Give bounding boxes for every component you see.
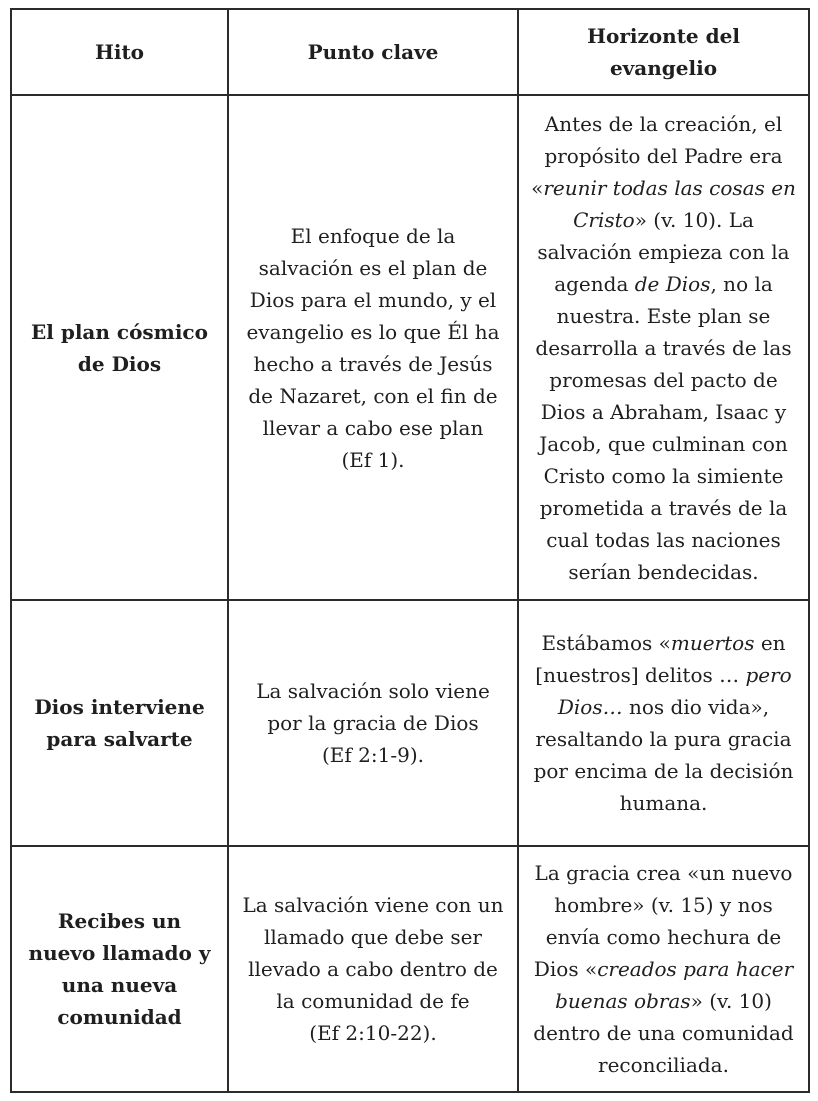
key-point-cell: La salvación viene con un llamado que debe ser llevado a cabo dentro de la comunidad de fe (Ef 2:10-22). <box>228 846 518 1092</box>
gospel-horizon-cell: Antes de la creación, el propósito del Padre era «reunir todas las cosas en Cristo» (v. 10). La salvación empieza con la agenda de Dios, no la nuestra. Este plan se desarrolla a través de las promesas del pacto de Dios a Abraham, Isaac y Jacob, que culminan con Cristo como la simiente prometida a través de la cual todas las naciones serían bendecidas. <box>518 95 809 600</box>
milestone-cell: El plan cósmico de Dios <box>11 95 228 600</box>
gospel-horizon-cell: Estábamos «muertos en [nuestros] delitos … pero Dios… nos dio vida», resaltando la pura gracia por encima de la decisión humana. <box>518 600 809 846</box>
table-row <box>11 95 809 600</box>
key-point-cell: El enfoque de la salvación es el plan de Dios para el mundo, y el evangelio es lo que Él ha hecho a través de Jesús de Nazaret, con el fin de llevar a cabo ese plan (Ef 1). <box>228 95 518 600</box>
milestones-table <box>10 8 810 1093</box>
table-row <box>11 846 809 1092</box>
header-row <box>11 9 809 95</box>
column-header-punto-clave: Punto clave <box>228 9 518 95</box>
key-point-cell: La salvación solo viene por la gracia de Dios (Ef 2:1-9). <box>228 600 518 846</box>
milestone-cell: Recibes un nuevo llamado y una nueva comunidad <box>11 846 228 1092</box>
table-row <box>11 600 809 846</box>
milestone-cell: Dios interviene para salvarte <box>11 600 228 846</box>
column-header-hito: Hito <box>11 9 228 95</box>
gospel-horizon-cell: La gracia crea «un nuevo hombre» (v. 15) y nos envía como hechura de Dios «creados para hacer buenas obras» (v. 10) dentro de una comunidad reconciliada. <box>518 846 809 1092</box>
column-header-horizonte-evangelio: Horizonte del evangelio <box>518 9 809 95</box>
